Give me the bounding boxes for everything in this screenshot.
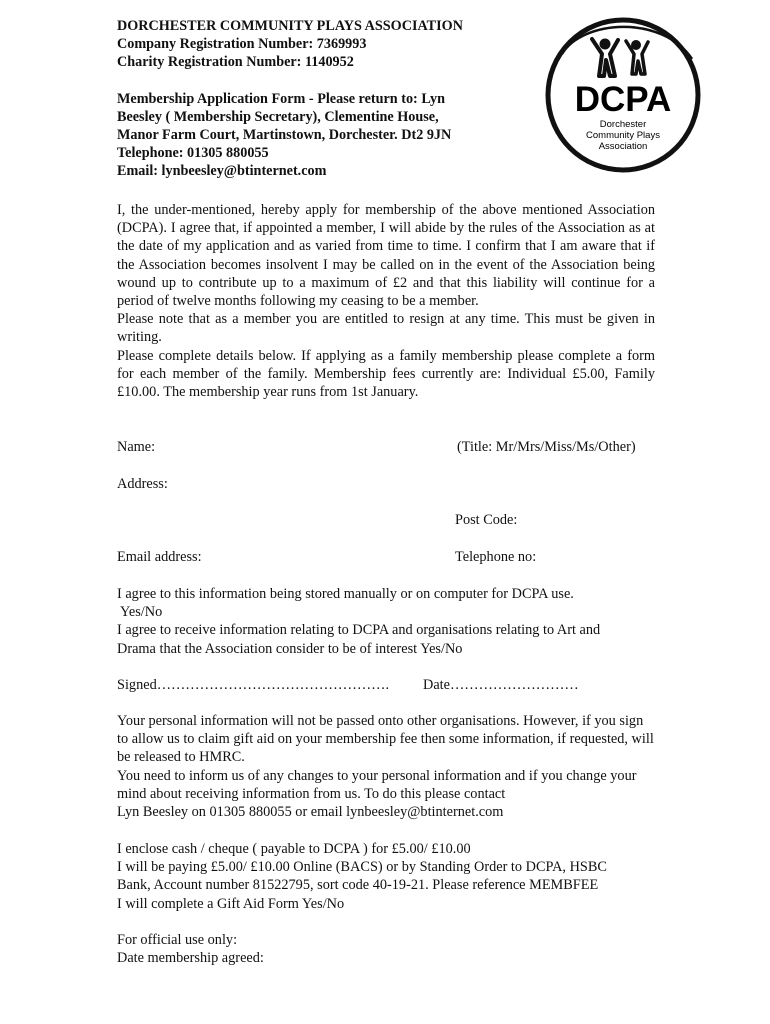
receive-consent-line-2: Drama that the Association consider to be of interest Yes/No	[117, 640, 463, 657]
logo-acronym: DCPA	[574, 80, 672, 119]
logo-line-2: Community Plays	[586, 130, 660, 141]
payment-online-line-1: I will be paying £5.00/ £10.00 Online (BACS) or by Standing Order to DCPA, HSBC	[117, 859, 607, 876]
date-line: Date………………………	[423, 677, 579, 693]
signed-line: Signed………………………………………….	[117, 677, 390, 693]
privacy-paragraph-1: Your personal information will not be passed onto other organisations. However, if you sign to allow us to claim gift aid on your membership fee then some information, if requested, will be released to HMRC.	[117, 713, 654, 766]
consent-section	[117, 585, 655, 658]
header-telephone: Telephone: 01305 880055	[117, 145, 269, 162]
gift-aid-option: I will complete a Gift Aid Form Yes/No	[117, 895, 345, 912]
telephone-label: Telephone no:	[455, 549, 537, 565]
logo-line-3: Association	[598, 141, 648, 152]
receive-consent-line-1: I agree to receive information relating to DCPA and organisations relating to Art and	[117, 622, 601, 639]
payment-online-line-2: Bank, Account number 81522795, sort code 40-19-21. Please reference MEMBFEE	[117, 877, 599, 894]
return-line-2: Beesley ( Membership Secretary), Clementine House,	[117, 108, 439, 125]
header-email: Email: lynbeesley@btinternet.com	[117, 163, 327, 180]
payment-section	[117, 840, 677, 913]
storage-consent: I agree to this information being stored manually or on computer for DCPA use.	[117, 586, 574, 602]
intro-paragraph-2: Please note that as a member you are entitled to resign at any time. This must be given in writing.	[117, 311, 655, 346]
return-line-3: Manor Farm Court, Martinstown, Dorchester. Dt2 9JN	[117, 127, 452, 144]
header-block	[117, 17, 517, 181]
intro-section	[117, 201, 655, 401]
intro-paragraph-3: Please complete details below. If applying as a family membership please complete a form for each member of the family. Membership fees currently are: Individual £5.00, Family £10.00. The membership year runs from 1st January.	[117, 347, 655, 401]
intro-paragraph-1: I, the under-mentioned, hereby apply for membership of the above mentioned Association (DCPA). I agree that, if appointed a member, I will abide by the rules of the Association as at the date of my application and as varied from time to time. I confirm that I am aware that if the Association becomes insolvent I may be called on in the event of the Association being wound up to contribute up to a maximum of £2 and that this liability will continue for a period of twelve months following my ceasing to be a member.	[117, 202, 655, 310]
org-name: DORCHESTER COMMUNITY PLAYS ASSOCIATION	[117, 18, 463, 34]
company-registration: Company Registration Number: 7369993	[117, 36, 367, 53]
return-line-1: Membership Application Form - Please return to: Lyn	[117, 90, 445, 107]
date-membership-agreed: Date membership agreed:	[117, 950, 264, 967]
official-heading: For official use only:	[117, 932, 238, 948]
charity-registration: Charity Registration Number: 1140952	[117, 54, 354, 71]
name-label: Name:	[117, 439, 156, 455]
email-label: Email address:	[117, 549, 202, 565]
dcpa-logo	[542, 14, 704, 176]
privacy-paragraph-2: You need to inform us of any changes to your personal information and if you change your mind about receiving information from us. To do this please contact	[117, 767, 637, 802]
storage-yes-no: Yes/No	[120, 604, 163, 621]
payment-cash: I enclose cash / cheque ( payable to DCPA ) for £5.00/ £10.00	[117, 841, 471, 857]
title-options: (Title: Mr/Mrs/Miss/Ms/Other)	[457, 439, 636, 455]
figures-icon	[592, 39, 648, 76]
address-label: Address:	[117, 476, 168, 492]
postcode-label: Post Code:	[455, 512, 518, 528]
official-section	[117, 931, 655, 967]
logo-line-1: Dorchester	[599, 119, 647, 130]
privacy-contact: Lyn Beesley on 01305 880055 or email lynbeesley@btinternet.com	[117, 804, 504, 821]
privacy-section	[117, 712, 657, 821]
